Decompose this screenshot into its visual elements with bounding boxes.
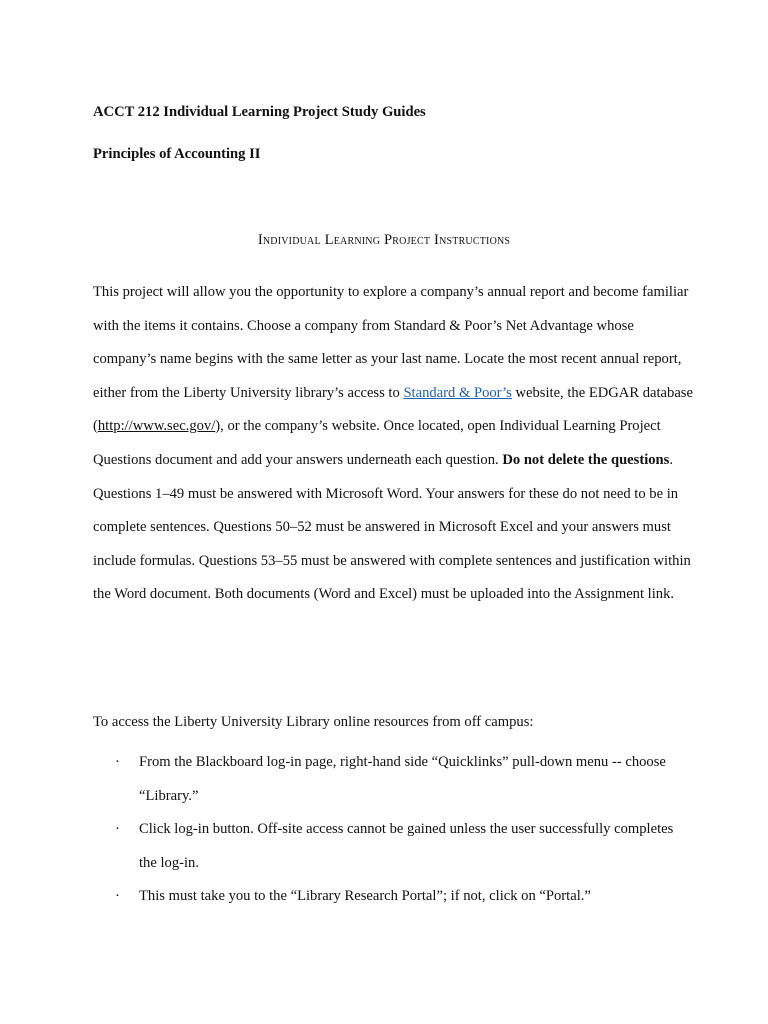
- paragraph-text: This project will allow you the opportunity to explore a company’s annual report and become familiar with the items it contains. Choose a company from Standard & Poor’s Net Advantage whose company’s name begins with the same letter as your last name. Locate the most recent annual report, either from the Liberty University library’s access to: [93, 284, 689, 401]
- bullet-marker: ·: [115, 888, 120, 904]
- course-title: ACCT 212 Individual Learning Project Study Guides: [93, 104, 426, 120]
- instructions-paragraph: [93, 276, 693, 612]
- bullet-marker: ·: [115, 754, 120, 770]
- edgar-link[interactable]: http://www.sec.gov/: [97, 418, 216, 435]
- bullet-marker: ·: [115, 821, 120, 837]
- do-not-delete-notice: Do not delete the questions: [502, 451, 670, 468]
- standard-poors-link[interactable]: Standard & Poor’s: [403, 384, 512, 401]
- access-intro: To access the Liberty University Library online resources from off campus:: [93, 714, 534, 730]
- paragraph-text: ), or the company’s website. Once located, open Individual Learning Project Questions document and add your answers underneath each question.: [93, 418, 661, 468]
- list-item-text: Click log-in button. Off-site access cannot be gained unless the user successfully completes the log-in.: [139, 821, 674, 871]
- paragraph-text: . Questions 1–49 must be answered with Microsoft Word. Your answers for these do not need to be in complete sentences. Questions 50–52 must be answered in Microsoft Excel and your answers must include formulas. Questions 53–55 must be answered with complete sentences and justification within the Word document. Both documents (Word and Excel) must be uploaded into the Assignment link.: [93, 451, 691, 603]
- list-item-text: From the Blackboard log-in page, right-hand side “Quicklinks” pull-down menu -- choose “Library.”: [139, 754, 666, 804]
- section-heading: Individual Learning Project Instructions: [257, 232, 511, 248]
- course-subtitle: Principles of Accounting II: [93, 146, 261, 162]
- paragraph-text: website, the EDGAR database (: [93, 384, 693, 435]
- list-item-text: This must take you to the “Library Research Portal”; if not, click on “Portal.”: [139, 888, 591, 904]
